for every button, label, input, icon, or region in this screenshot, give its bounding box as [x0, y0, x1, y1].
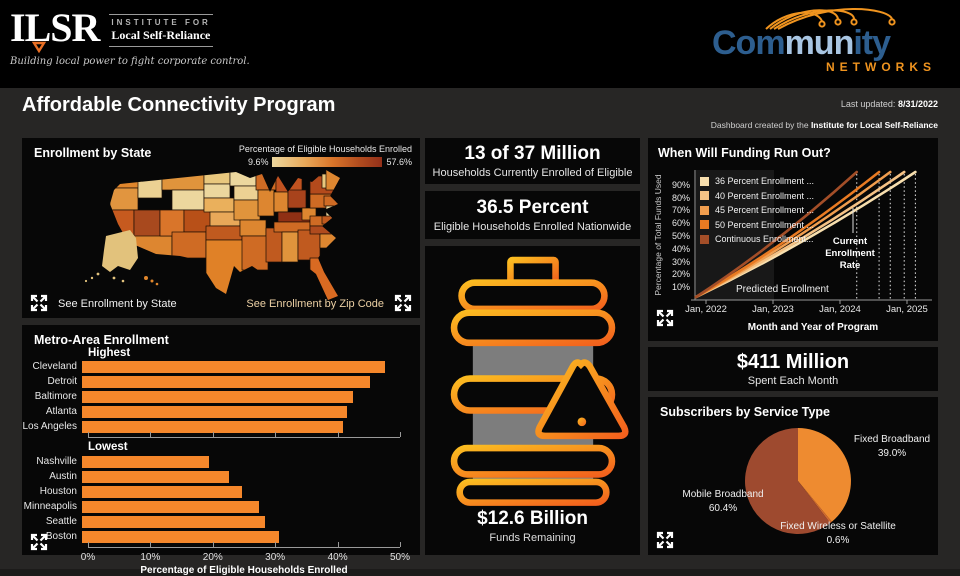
spent-each-month-panel	[648, 347, 938, 391]
funds-remaining-label: Funds Remaining	[489, 532, 576, 544]
metro-bar[interactable]	[82, 456, 209, 468]
expand-icon[interactable]	[30, 294, 48, 312]
funding-legend-item[interactable]	[700, 232, 814, 247]
pie-slice-name: Fixed Wireless or Satellite	[780, 521, 896, 532]
axis-tick	[400, 542, 401, 547]
legend-swatch	[700, 235, 709, 244]
metro-bar-track	[82, 471, 394, 483]
ilsr-logo[interactable]	[10, 5, 213, 50]
metro-bars-highest	[22, 359, 414, 434]
see-enrollment-by-zip-link[interactable]: See Enrollment by Zip Code	[246, 298, 384, 310]
axis-tick-label: 0%	[80, 552, 96, 563]
metro-bar-label: Cleveland	[32, 361, 77, 372]
axis-tick	[150, 542, 151, 547]
annotation-predicted-enrollment: Predicted Enrollment	[736, 284, 829, 295]
pie-panel-title: Subscribers by Service Type	[660, 405, 830, 419]
last-updated-value: 8/31/2022	[897, 99, 938, 109]
metro-bar-label: Minneapolis	[23, 501, 77, 512]
funding-legend-item[interactable]	[700, 203, 814, 218]
metro-panel-title: Metro-Area Enrollment	[34, 333, 169, 347]
funding-y-tick-label: 50%	[671, 231, 690, 241]
annotation-current-enrollment-rate: Current Enrollment Rate	[825, 236, 875, 271]
legend-swatch	[700, 191, 709, 200]
funding-y-tick-label: 30%	[671, 256, 690, 267]
axis-tick	[150, 432, 151, 437]
axis-tick	[275, 432, 276, 437]
legend-swatch	[700, 206, 709, 215]
credit-org: Institute for Local Self-Reliance	[810, 120, 938, 130]
axis-tick	[338, 432, 339, 437]
metro-axis	[88, 437, 400, 438]
map-legend-min: 9.6%	[247, 157, 269, 167]
metro-bar-row	[22, 484, 414, 499]
metro-bar-track	[82, 501, 394, 513]
funding-y-tick-label: 40%	[671, 243, 690, 254]
last-updated	[711, 99, 938, 109]
credit-prefix: Dashboard created by the	[710, 120, 809, 130]
metro-bar[interactable]	[82, 501, 259, 513]
metro-bar-label: Seattle	[45, 516, 77, 527]
pie-slice-label	[656, 488, 790, 516]
map-panel-title: Enrollment by State	[34, 146, 152, 160]
expand-icon[interactable]	[30, 533, 48, 551]
legend-swatch	[700, 220, 709, 229]
metro-axis	[88, 547, 400, 548]
spend-value: $411 Million	[736, 351, 850, 373]
funding-x-tick-label: Jan, 2025	[886, 304, 928, 315]
community-networks-logo[interactable]	[712, 4, 942, 84]
metro-bar[interactable]	[82, 516, 265, 528]
ilsr-acronym: ILSR	[10, 5, 100, 50]
map-legend-max: 57.6%	[386, 157, 412, 167]
funds-remaining-value: $12.6 Billion	[477, 508, 588, 529]
axis-tick-label: 20%	[202, 552, 223, 563]
axis-tick	[275, 542, 276, 547]
metro-bar[interactable]	[82, 421, 343, 433]
funding-y-tick-label: 20%	[671, 269, 690, 280]
expand-icon[interactable]	[656, 531, 674, 549]
metro-bar-track	[82, 361, 394, 373]
funding-x-tick-label: Jan, 2023	[752, 304, 794, 315]
kpi-label: Eligible Households Enrolled Nationwide	[433, 221, 632, 233]
community-wordmark	[712, 26, 890, 60]
metro-tick-labels	[80, 552, 410, 564]
metro-bar[interactable]	[82, 471, 229, 483]
metro-bar-row	[22, 404, 414, 419]
metro-bar-track	[82, 531, 394, 543]
funding-legend	[700, 174, 814, 247]
metro-bar-track	[82, 456, 394, 468]
metro-bar-label: Baltimore	[34, 391, 77, 402]
metro-bar[interactable]	[82, 486, 242, 498]
pie-slice-label	[760, 520, 916, 548]
metro-bar-row	[22, 389, 414, 404]
ilsr-triangle-icon	[32, 41, 46, 53]
funding-legend-item[interactable]	[700, 189, 814, 204]
metro-bar-row	[22, 419, 414, 434]
community-part2: mun	[784, 24, 854, 62]
map-legend-title: Percentage of Eligible Households Enrolled	[238, 144, 412, 154]
legend-swatch	[700, 177, 709, 186]
funding-legend-item[interactable]	[700, 218, 814, 233]
state-patches	[106, 164, 344, 302]
metro-bar-label: Houston	[39, 486, 77, 497]
metro-bar-row	[22, 499, 414, 514]
metro-bar[interactable]	[82, 406, 347, 418]
funding-run-out-panel	[648, 138, 938, 341]
metro-bar-track	[82, 406, 394, 418]
funding-x-tick-label: Jan, 2022	[685, 304, 727, 315]
pie-slice-percent: 39.0%	[877, 448, 907, 459]
legend-label: 36 Percent Enrollment ...	[715, 176, 815, 187]
enrollment-by-state-panel	[22, 138, 420, 318]
funding-panel-title: When Will Funding Run Out?	[658, 146, 831, 160]
metro-bar-track	[82, 376, 394, 388]
axis-tick-label: 30%	[265, 552, 286, 563]
legend-label: 50 Percent Enrollment ...	[715, 219, 815, 230]
kpi-percent-enrolled	[425, 191, 640, 239]
subscribers-by-service-type-panel	[648, 397, 938, 555]
metro-bar-row	[22, 514, 414, 529]
community-part3: ity	[853, 24, 891, 62]
dashboard-meta	[711, 99, 938, 130]
kpi-value: 36.5 Percent	[476, 197, 589, 218]
axis-tick-label: 50%	[389, 552, 410, 563]
see-enrollment-by-state-link[interactable]: See Enrollment by State	[58, 298, 177, 310]
axis-tick	[88, 432, 89, 437]
ilsr-name-line: Local Self-Reliance	[111, 28, 211, 42]
ilsr-tagline: Building local power to fight corporate control.	[10, 56, 250, 67]
funding-x-tick-label: Jan, 2024	[819, 304, 861, 315]
group-label-highest: Highest	[88, 347, 131, 359]
funding-y-tick-label: 10%	[671, 282, 690, 293]
funding-x-axis-title: Month and Year of Program	[747, 322, 879, 333]
pie-slice-percent: 0.6%	[826, 535, 850, 546]
axis-tick	[338, 542, 339, 547]
expand-icon[interactable]	[394, 294, 412, 312]
metro-bar-label: Detroit	[47, 376, 77, 387]
metro-bar-track	[82, 486, 394, 498]
metro-bar-track	[82, 421, 394, 433]
metro-bar-label: Boston	[45, 531, 77, 542]
top-header	[0, 0, 960, 88]
legend-label: 40 Percent Enrollment ...	[715, 190, 815, 201]
metro-bar[interactable]	[82, 391, 353, 403]
metro-bar-row	[22, 469, 414, 484]
funding-legend-item[interactable]	[700, 174, 814, 189]
metro-bar-track	[82, 391, 394, 403]
fuel-barrel-warning-icon	[439, 254, 627, 504]
axis-tick-label: 40%	[327, 552, 348, 563]
pie-slice-label	[834, 433, 950, 461]
metro-bar-row	[22, 374, 414, 389]
us-choropleth-map[interactable]	[26, 162, 416, 304]
metro-x-axis-title: Percentage of Eligible Households Enrolled	[140, 565, 348, 576]
axis-tick	[88, 542, 89, 547]
last-updated-label: Last updated:	[840, 99, 896, 109]
legend-label: 45 Percent Enrollment ...	[715, 205, 815, 216]
funds-remaining-panel	[425, 246, 640, 555]
metro-bar[interactable]	[82, 376, 370, 388]
axis-tick-label: 10%	[140, 552, 161, 563]
metro-bar[interactable]	[82, 361, 385, 373]
metro-bar-row	[22, 529, 414, 544]
axis-tick	[400, 432, 401, 437]
metro-bar-label: Nashville	[36, 456, 77, 467]
funding-y-tick-label: 90%	[671, 179, 690, 190]
metro-bar-row	[22, 359, 414, 374]
ilsr-wordmark	[109, 14, 212, 47]
credit	[711, 120, 938, 130]
metro-bar-label: Atlanta	[45, 406, 77, 417]
community-part1: Com	[712, 24, 785, 62]
funding-y-tick-label: 80%	[671, 192, 690, 203]
funding-y-tick-label: 60%	[671, 218, 690, 229]
metro-bar-label: Los Angeles	[22, 421, 77, 432]
metro-bar-row	[22, 454, 414, 469]
metro-bar[interactable]	[82, 531, 279, 543]
pie-slice-name: Fixed Broadband	[853, 434, 931, 445]
expand-icon[interactable]	[656, 309, 674, 327]
funding-y-tick-label: 70%	[671, 205, 690, 216]
metro-bar-track	[82, 516, 394, 528]
kpi-enrolled-of-eligible	[425, 138, 640, 184]
kpi-value: 13 of 37 Million	[464, 143, 601, 164]
group-label-lowest: Lowest	[88, 441, 128, 453]
axis-tick	[213, 542, 214, 547]
spend-label: Spent Each Month	[747, 375, 839, 387]
page-title: Affordable Connectivity Program	[22, 94, 336, 116]
networks-wordmark: NETWORKS	[826, 60, 936, 74]
ilsr-institute-line: INSTITUTE FOR	[111, 18, 211, 27]
pie-slice-name: Mobile Broadband	[682, 489, 764, 500]
pie-slice-percent: 60.4%	[708, 503, 738, 514]
metro-bar-label: Austin	[49, 471, 77, 482]
axis-tick	[213, 432, 214, 437]
kpi-label: Households Currently Enrolled of Eligible	[432, 167, 633, 179]
legend-label: Continuous Enrollment...	[715, 234, 814, 245]
metro-area-enrollment-panel	[22, 325, 420, 576]
funding-y-axis-title: Percentage of Total Funds Used	[653, 174, 663, 296]
metro-bars-lowest	[22, 454, 414, 544]
